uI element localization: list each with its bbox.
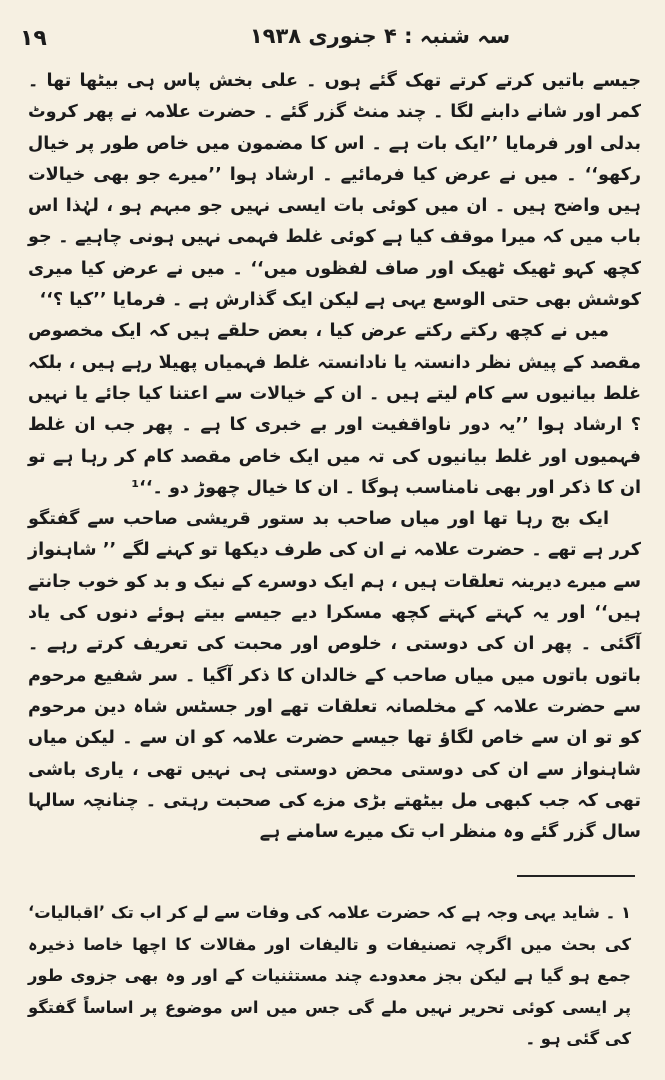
page-number: ١٩ [20,26,47,51]
running-head: سہ شنبہ : ۴ جنوری ۱۹۳۸ [249,24,511,48]
footnote: ۱ ۔ شاید یہی وجہ ہے کہ حضرت علامہ کی وفات سے لے کر اب تک ’اقبالیات‘ کی بحث میں اگرچہ تصنیفات و تالیفات اور مقالات کا اچھا خاصا ذخیرہ جمع ہو گیا ہے لیکن بجز معدودے چند مستثنیات کے اور وہ بھی جزوی طور پر ایسی کوئی تحریر نہیں ملے گی جس میں اس موضوع پر اساساً گفتگو کی گئی ہو ۔ [28,903,631,1048]
paragraph-2: میں نے کچھ رکتے رکتے عرض کیا ، بعض حلقے ہیں کہ ایک مخصوص مقصد کے پیش نظر دانستہ یا نادانستہ غلط فہمیاں پھیلا رہے ہیں ، بلکہ غلط بیانیوں سے کام لیتے ہیں ۔ ان کے خیالات سے اعتنا کیا جائے یا نہیں ؟ ارشاد ہوا ’’یہ دور ناواقفیت اور بے خبری کا ہے ۔ پھر جب ان غلط فہمیوں اور غلط بیانیوں کی تہ میں ایک خاص مقصد کام کر رہا ہے تو ان کا ذکر اور بھی نامناسب ہوگا ۔ ان کا خیال چھوڑ دو ۔‘‘¹ [28,321,641,498]
paragraph-3: ایک بج رہا تھا اور میاں صاحب بد ستور قریشی صاحب سے گفتگو کرر ہے تھے ۔ حضرت علامہ نے ان کی طرف دیکھا تو کہنے لگے ’’ شاہنواز سے میرے دیرینہ تعلقات ہیں ، ہم ایک دوسرے کے نیک و بد کو خوب جانتے ہیں‘‘ اور یہ کہتے کہتے کچھ مسکرا دیے جیسے بیتے ہوئے دنوں کی یاد آگئی ۔ پھر ان کی دوستی ، خلوص اور محبت کی تعریف کرتے رہے ۔ باتوں باتوں میں میاں صاحب کے خالدان کا ذکر آگیا ۔ سر شفیع مرحوم سے حضرت علامہ کے مخلصانہ تعلقات تھے اور جسٹس شاہ دین مرحوم کو تو ان سے خاص لگاؤ تھا جیسے حضرت علامہ کو ان سے ۔ لیکن میاں شاہنواز سے ان کی دوستی محض دوستی ہی نہیں تھی ، یاری باشی تھی کہ جب کبھی مل بیٹھتے بڑی مزے کی صحبت رہتی ۔ چنانچہ سالہا سال گزر گئے وہ منظر اب تک میرے سامنے ہے [28,509,641,843]
body-text [28,66,641,848]
paragraph-1: جیسے باتیں کرتے کرتے تھک گئے ہوں ۔ علی بخش پاس ہی بیٹھا تھا ۔ کمر اور شانے دابنے لگا ۔ چند منٹ گزر گئے ۔ حضرت علامہ نے پھر کروٹ بدلی اور فرمایا ’’ایک بات ہے ۔ اس کا مضمون میں خاص طور پر خیال رکھو‘‘ ۔ میں نے عرض کیا فرمائیے ۔ ارشاد ہوا ’’میرے جو بھی خیالات ہیں واضح ہیں ۔ ان میں کوئی بات ایسی نہیں جو مبہم ہو ، لہٰذا اس باب میں کہ میرا موقف کیا ہے کوئی غلط فہمی نہیں ہونی چاہیے ۔ جو کچھ کہو ٹھیک ٹھیک اور صاف لفظوں میں‘‘ ۔ میں نے عرض کیا میری کوشش بھی حتی الوسع یہی ہے لیکن ایک گذارش ہے ۔ فرمایا ’’کیا ؟‘‘ [28,71,641,311]
footnote-divider [517,875,635,877]
